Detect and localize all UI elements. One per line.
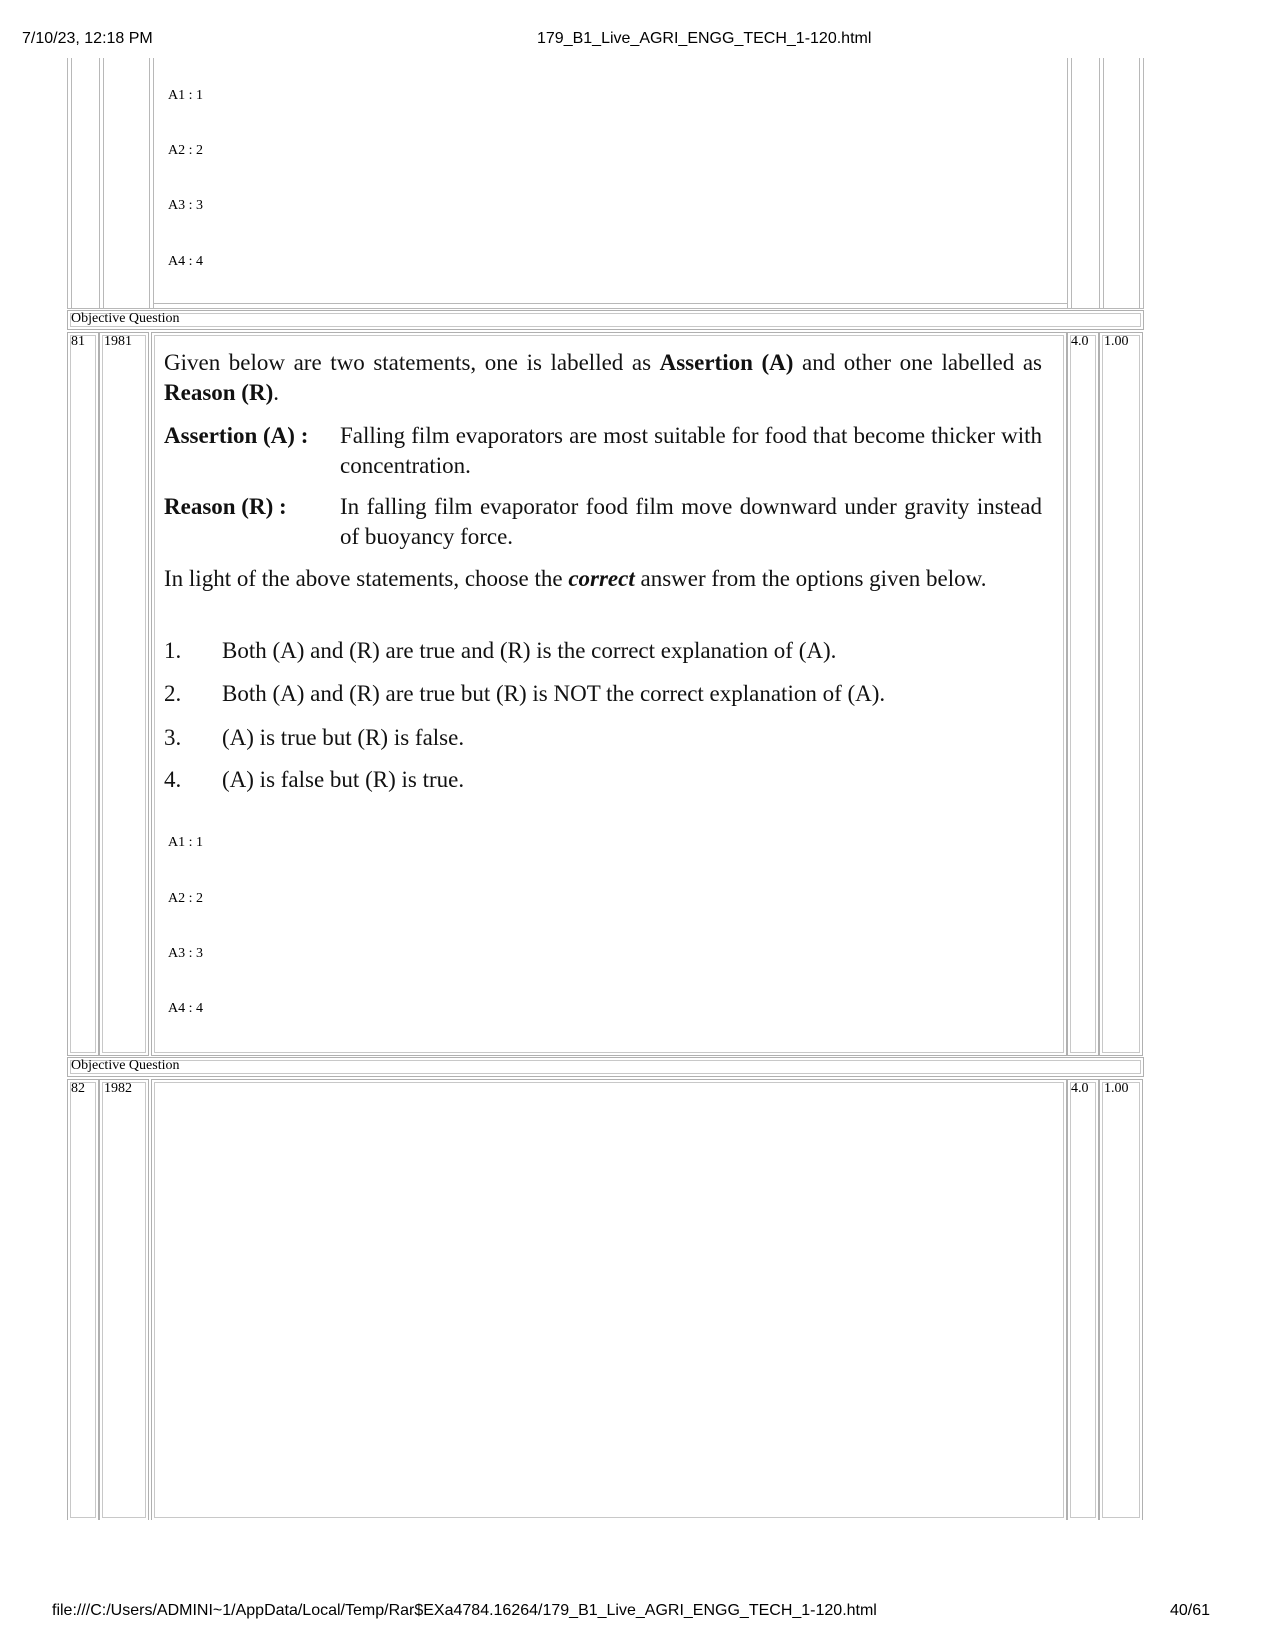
instruction-part-2: answer from the options given below.: [634, 566, 987, 591]
prev-answer-a4: A4 : 4: [168, 254, 203, 269]
option-4-number: 4.: [164, 767, 182, 792]
instruction-part-1: In light of the above statements, choose the: [164, 566, 569, 591]
question-number: 81: [71, 334, 85, 349]
document-title: 179_B1_Live_AGRI_ENGG_TECH_1-120.html: [537, 30, 872, 47]
question-negative-marks: 1.00: [1104, 334, 1129, 349]
id-cell-82: [99, 1079, 149, 1520]
page-number: 40/61: [1170, 1602, 1211, 1619]
content-cell-82: [151, 1079, 1067, 1520]
option-1-text: Both (A) and (R) are true and (R) is the correct explanation of (A).: [222, 638, 837, 663]
section-row-81: [67, 310, 1144, 330]
intro-text-2: and other one labelled as: [793, 350, 1042, 375]
reason-label: Reason (R) :: [164, 494, 287, 519]
section-row-82: [67, 1057, 1144, 1077]
file-path: file:///C:/Users/ADMINI~1/AppData/Local/Temp/Rar$EXa4784.16264/179_B1_Live_AGRI_ENGG_TECH_1-120.html: [52, 1602, 877, 1619]
num-cell-82: [67, 1079, 99, 1520]
question-id-82: 1982: [104, 1081, 132, 1096]
answer-a3: A3 : 3: [168, 946, 203, 961]
assertion-label: Assertion (A) :: [164, 423, 309, 448]
prev-answer-a1: A1 : 1: [168, 88, 203, 103]
question-number-82: 82: [71, 1081, 85, 1096]
num-cell-81: [67, 332, 99, 1056]
answer-a1: A1 : 1: [168, 835, 203, 850]
question-marks: 4.0: [1071, 334, 1089, 349]
marks-cell-82: [1067, 1079, 1099, 1520]
neg-cell-81: [1099, 332, 1143, 1056]
instruction-correct-emph: correct: [568, 566, 635, 591]
instruction-text: [164, 564, 1042, 594]
id-cell-81: [99, 332, 149, 1056]
intro-assertion-bold: Assertion (A): [659, 350, 794, 375]
question-negative-marks-82: 1.00: [1104, 1081, 1129, 1096]
section-label-82: Objective Question: [71, 1058, 180, 1073]
option-2-text: Both (A) and (R) are true but (R) is NOT the correct explanation of (A).: [222, 681, 886, 706]
option-2-number: 2.: [164, 681, 182, 706]
intro-period: .: [273, 380, 279, 405]
answer-a2: A2 : 2: [168, 891, 203, 906]
answer-a4: A4 : 4: [168, 1001, 203, 1016]
option-3-number: 3.: [164, 725, 182, 750]
intro-reason-bold: Reason (R): [164, 380, 274, 405]
section-label-81: Objective Question: [71, 311, 180, 326]
option-3-text: (A) is true but (R) is false.: [222, 725, 465, 750]
question-marks-82: 4.0: [1071, 1081, 1089, 1096]
option-1-number: 1.: [164, 638, 182, 663]
option-4-text: (A) is false but (R) is true.: [222, 767, 465, 792]
neg-cell-82: [1099, 1079, 1143, 1520]
intro-text: Given below are two statements, one is labelled as: [164, 350, 660, 375]
prev-answer-a3: A3 : 3: [168, 198, 203, 213]
question-intro: [164, 348, 1042, 408]
reason-text: In falling film evaporator food film move downward under gravity instead of buoyancy force.: [340, 494, 1042, 549]
question-id: 1981: [104, 334, 132, 349]
prev-answer-a2: A2 : 2: [168, 143, 203, 158]
marks-cell-81: [1067, 332, 1099, 1056]
print-datetime: 7/10/23, 12:18 PM: [22, 30, 153, 47]
assertion-text: Falling film evaporators are most suitable for food that become thicker with concentration.: [340, 423, 1042, 478]
